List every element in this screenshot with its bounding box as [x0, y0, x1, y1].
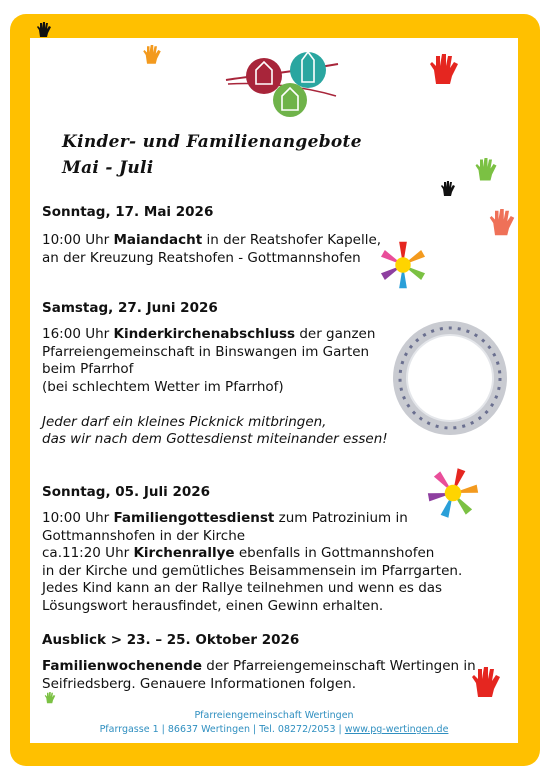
red-hand-icon — [428, 52, 460, 88]
event-description: Familienwochenende der Pfarreiengemeinschaft Wertingen in Seifriedsberg. Genauere Informationen folgen. — [42, 658, 476, 692]
event-description: 10:00 Uhr Familiengottesdienst zum Patrozinium in Gottmannshofen in der Kirche ca.11:20 Uhr Kirchenrallye ebenfalls in Gottmannshofen in der Kirche und gemütliches Beisammensein im Pfarrgarten. Jedes Kind kann an der Rallye teilnehmen und wenn es das Lösungswort herausfindet, einen Gewinn erhalten. — [42, 510, 463, 614]
colorful-hands-icon — [374, 236, 432, 294]
page-subtitle: Mai - Juli — [62, 158, 154, 178]
event-description: 10:00 Uhr Maiandacht in der Reatshofer Kapelle, an der Kreuzung Reatshofen - Gottmannshofen — [42, 232, 382, 266]
salmon-hand-icon — [488, 208, 516, 238]
orange-hand-icon — [142, 44, 162, 66]
website-link[interactable]: www.pg-wertingen.de — [344, 724, 449, 735]
event-date: Ausblick > 23. – 25. Oktober 2026 — [42, 632, 300, 648]
black-hand-icon — [440, 180, 456, 198]
green-hand-icon — [474, 156, 498, 184]
event-date: Sonntag, 17. Mai 2026 — [42, 204, 214, 220]
parish-logo — [222, 40, 342, 120]
footer-address: Pfarrgasse 1 | 86637 Wertingen | Tel. 08272/2053 | — [99, 724, 345, 735]
children-circle-image — [386, 314, 514, 442]
colorful-hands-icon — [422, 462, 484, 524]
event-date: Sonntag, 05. Juli 2026 — [42, 484, 211, 500]
event-date: Samstag, 27. Juni 2026 — [42, 300, 218, 316]
footer-contact — [30, 724, 518, 735]
page-title: Kinder- und Familienangebote — [62, 132, 362, 152]
event-description: 16:00 Uhr Kinderkirchenabschluss der ganzen Pfarreiengemeinschaft in Binswangen im Garten beim Pfarrhof (bei schlechtem Wetter im Pfarrhof) Jeder darf ein kleines Picknick mitbringen, das wir nach dem Gottesdienst miteinander essen! — [42, 326, 388, 447]
footer-org: Pfarreiengemeinschaft Wertingen — [194, 710, 354, 721]
green-hand-icon — [44, 692, 56, 704]
black-hand-icon — [36, 22, 52, 38]
